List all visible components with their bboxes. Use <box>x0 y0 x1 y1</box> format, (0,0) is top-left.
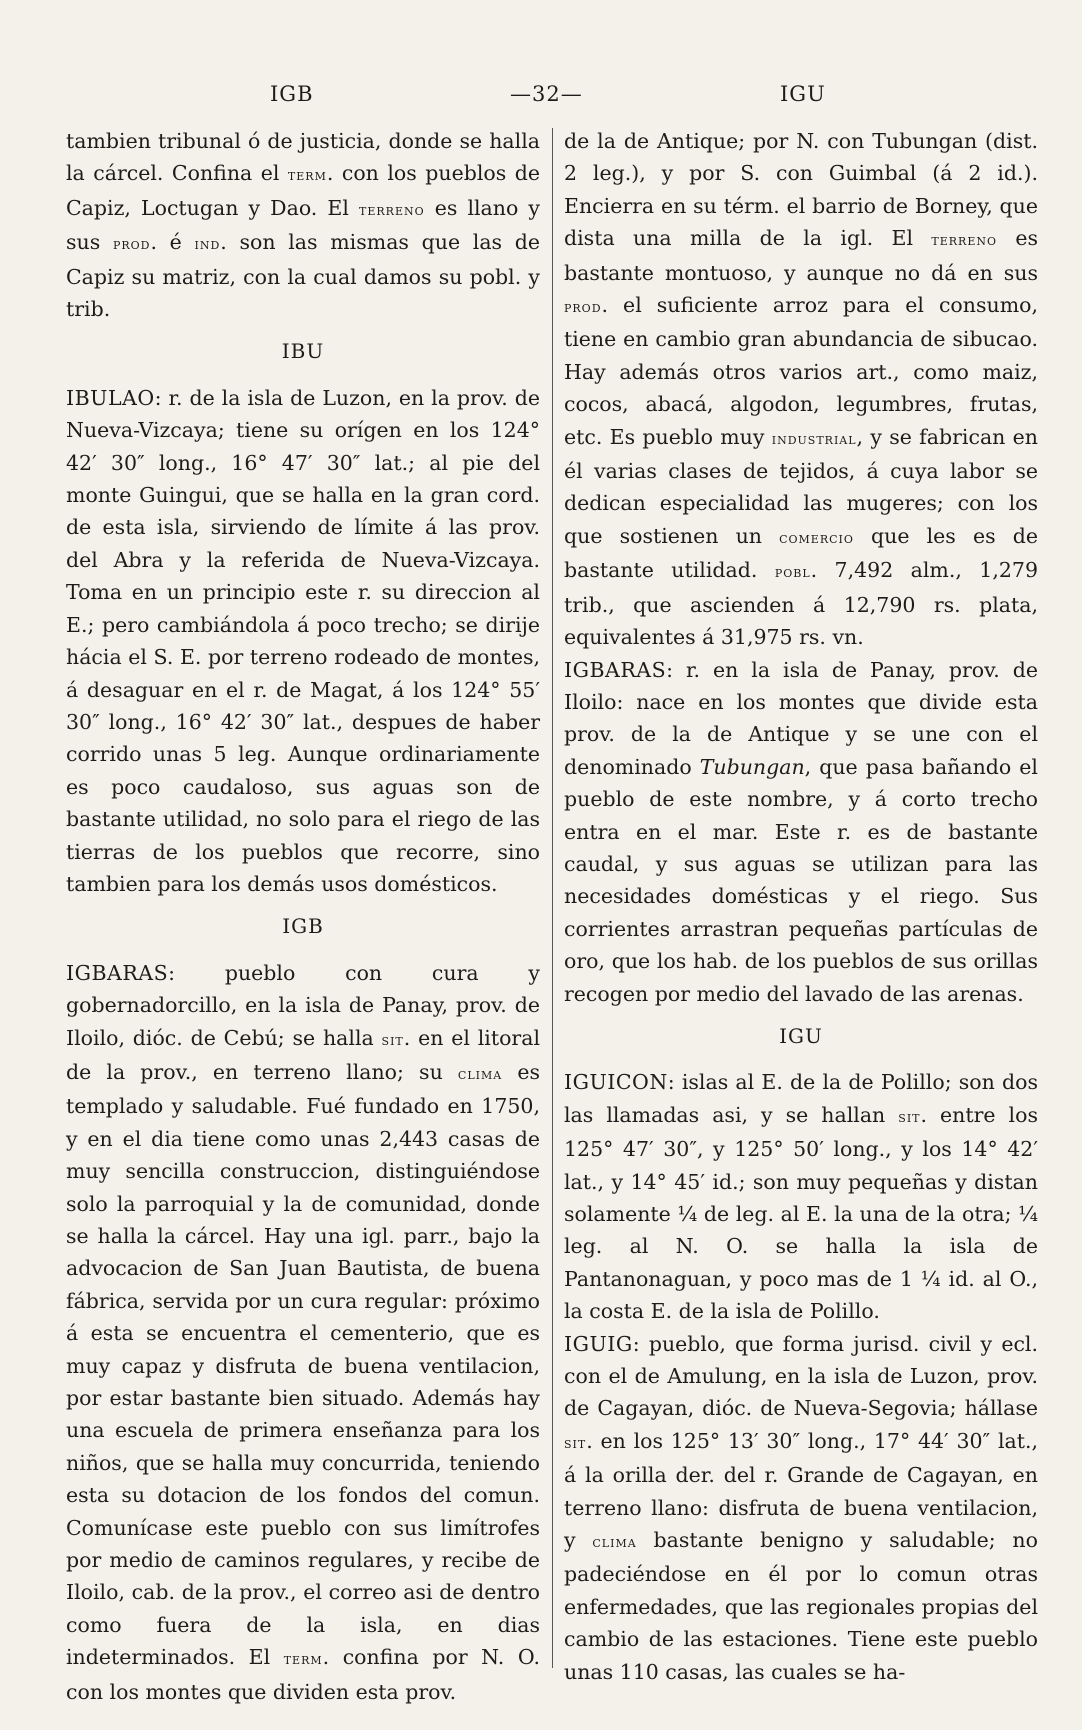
text-run: que les es de bastante utilidad. <box>564 523 1038 583</box>
entry-continuation <box>66 125 540 325</box>
text-run: tambien tribunal ó de justicia, donde se halla la cárcel. Confina el <box>66 129 540 186</box>
section-heading-igu: IGU <box>779 1023 823 1048</box>
small-caps-term: comercio <box>779 527 854 547</box>
small-caps-term: ind <box>194 234 221 254</box>
text-run: . entre los 125° 47′ 30″, y 125° 50′ long., y los 14° 42′ lat., y 14° 45′ id.; son muy pequeñas y distan solamente ¼ de leg. al E. la una de la otra; ¼ leg. al N. O. se halla la isla de Pantanonaguan, y poco mas de 1 ¼ id. al O., la costa E. de la isla de Polillo. <box>564 1102 1038 1324</box>
header-right-guideword: IGU <box>780 82 826 106</box>
header-left-guideword: IGB <box>270 82 314 106</box>
small-caps-term: prod <box>112 234 151 254</box>
text-run: de la de Antique; por N. con Tubungan (dist. 2 leg.), y por S. con Guimbal (á 2 id.). Encierra en su térm. el barrio de Borney, que dista una milla de la igl. El <box>564 129 1038 251</box>
text-run: , que pasa bañando el pueblo de este nombre, y á corto trecho entra en el mar. Este r. es de bastante caudal, y sus aguas se utilizan para las necesidades domésticas y el riego. Sus corrientes arrastran pequeñas partículas de oro, que los hab. de los pueblos de sus orillas recogen por medio del lavado de las arenas. <box>564 754 1038 1006</box>
page-number: —32— <box>510 82 583 106</box>
text-run: : pueblo con cura y gobernadorcillo, en la isla de Panay, prov. de Iloilo, dióc. de Cebú; se halla <box>66 960 540 1050</box>
text-run: . confina por N. O. con los montes que dividen esta prov. <box>66 1645 540 1704</box>
entry-headword: IBULAO <box>66 385 155 410</box>
entry-text: : r. de la isla de Luzon, en la prov. de Nueva-Vizcaya; tiene su orígen en los 124° 42′ 30″ long., 16° 47′ 30″ lat.; al pie del monte Guingui, que se halla en la gran cord. de esta isla, sirviendo de límite á las prov. del Abra y la referida de Nueva-Vizcaya. Toma en un principio este r. su direccion al E.; pero cambiándola á poco trecho; se dirije hácia el S. E. por terreno rodeado de montes, á desaguar en el r. de Magat, á los 124° 55′ 30″ long., 16° 42′ 30″ lat., despues de haber corrido unas 5 leg. Aunque ordinariamente es poco caudaloso, sus aguas son de bastante utilidad, no solo para el riego de las tierras de los pueblos que recorre, sino tambien para los demás usos domésticos. <box>66 385 540 896</box>
text-run: . en el litoral de la prov., en terreno llano; su <box>66 1025 540 1084</box>
small-caps-term: terreno <box>359 199 425 219</box>
entry-igbaras-rio <box>564 654 1038 1010</box>
page-header <box>0 82 1082 122</box>
text-run: . son las mismas que las de Capiz su matriz, con la cual damos su pobl. y trib. <box>66 230 541 322</box>
text-run: es bastante montuoso, y aunque no dá en sus <box>564 226 1039 285</box>
entry-igbaras-pueblo <box>66 957 540 1708</box>
entry-iguig <box>564 1328 1038 1688</box>
small-caps-term: industrial <box>771 428 857 448</box>
small-caps-term: clima <box>592 1532 637 1552</box>
text-run: . con los pueblos de Capiz, Loctugan y Dao. El <box>66 161 540 220</box>
section-heading-igb: IGB <box>282 914 324 939</box>
small-caps-term: pobl <box>774 562 811 582</box>
small-caps-term: term <box>287 165 327 185</box>
text-run: . é <box>150 230 195 255</box>
text-run: . en los 125° 13′ 30″ long., 17° 44′ 30″ lat., á la orilla der. del r. Grande de Cagayan, en terreno llano: disfruta de buena ventilacion, y <box>564 1428 1038 1553</box>
text-run: : r. en la isla de Panay, prov. de Iloilo: nace en los montes que divide esta prov. de la de Antique y se une con el denominado <box>564 657 1038 779</box>
entry-headword: IGBARAS <box>564 657 667 682</box>
text-run: es llano y sus <box>66 195 540 255</box>
small-caps-term: sit <box>898 1106 921 1126</box>
text-run: . 7,492 alm., 1,279 trib., que ascienden á 12,790 rs. plata, equivalentes á 31,975 rs. vn. <box>564 558 1038 650</box>
small-caps-term: term <box>283 1649 323 1669</box>
column-divider <box>552 128 553 1668</box>
text-run: . el suficiente arroz para el consumo, tiene en cambio gran abundancia de sibucao. Hay además otros varios art., como maiz, cocos, abacá, algodon, legumbres, frutas, etc. Es pueblo muy <box>564 293 1038 449</box>
entry-continuation <box>564 125 1038 654</box>
entry-headword: IGBARAS <box>66 960 169 985</box>
small-caps-term: sit <box>381 1029 404 1049</box>
entry-ibulao <box>66 382 540 901</box>
left-column <box>66 125 541 1704</box>
text-run: , y se fabrican en él varias clases de tejidos, á cuya labor se dedican especialidad las mugeres; con los que sostienen un <box>564 424 1038 548</box>
entry-headword: IGUIG <box>564 1331 633 1356</box>
entry-iguicon <box>564 1066 1038 1327</box>
entry-headword: IGUICON <box>564 1070 668 1095</box>
section-heading-ibu: IBU <box>281 339 325 364</box>
right-column <box>564 125 1039 1684</box>
text-run: : pueblo, que forma jurisd. civil y ecl. con el de Amulung, en la isla de Luzon, prov. de Cagayan, dióc. de Nueva-Segovia; hállase <box>564 1331 1038 1421</box>
small-caps-term: terreno <box>931 230 997 250</box>
small-caps-term: sit <box>564 1432 587 1452</box>
small-caps-term: prod <box>564 297 602 317</box>
text-run: es templado y saludable. Fué fundado en 1750, y en el dia tiene como unas 2,443 casas de muy sencilla construccion, distinguiéndose solo la parroquial y la de comunidad, donde se halla la cárcel. Hay una igl. parr., bajo la advocacion de San Juan Bautista, de buena fábrica, servida por un cura regular: próximo á esta se encuentra el cementerio, que es muy capaz y disfruta de buena ventilacion, por estar bastante bien situado. Además hay una escuela de primera enseñanza para los niños, que se halla muy concurrida, teniendo esta su dotacion de los fondos del comun. Comunícase este pueblo con sus limítrofes por medio de caminos regulares, y recibe de Iloilo, cab. de la prov., el correo asi de dentro como fuera de la isla, en dias indeterminados. El <box>66 1059 540 1670</box>
text-run: : islas al E. de la de Polillo; son dos las llamadas asi, y se hallan <box>564 1070 1038 1127</box>
small-caps-term: clima <box>457 1063 503 1083</box>
text-run: bastante benigno y saludable; no padeciéndose en él por lo comun otras enfermedades, que las regionales propias del cambio de las estaciones. Tiene este pueblo unas 110 casas, las cuales se ha- <box>564 1528 1038 1684</box>
italic-river-name: Tubungan <box>699 754 805 779</box>
